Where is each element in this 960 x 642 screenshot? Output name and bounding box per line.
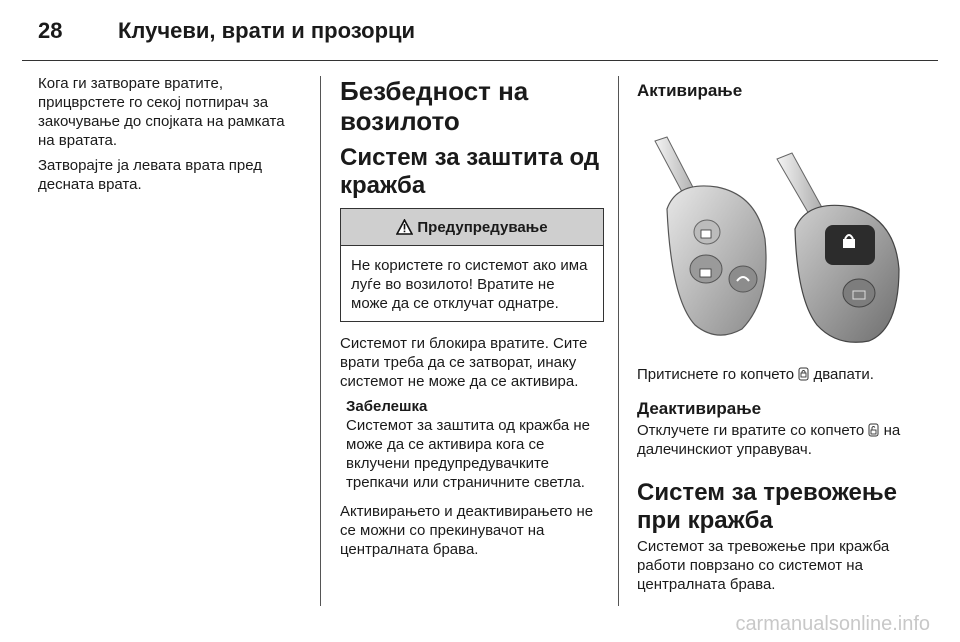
watermark: carmanualsonline.info bbox=[735, 613, 930, 635]
alarm-heading: Систем за тревожење при кражба bbox=[637, 479, 897, 534]
paragraph: Активирањето и деактивирањето не се можни со прекинувачот на централната брава. bbox=[340, 503, 594, 558]
activation-text bbox=[637, 365, 902, 384]
remote-key-illustration bbox=[637, 129, 902, 344]
paragraph: Кога ги затворате вратите, прицврстете го секој потпирач за закочување до спојката на рамката на вратата. bbox=[38, 75, 285, 149]
warning-triangle-icon bbox=[396, 219, 413, 235]
deactivation-text-start: Отклучете ги вратите со копчето bbox=[637, 422, 865, 439]
warning-header bbox=[341, 209, 603, 246]
alarm-text: Системот за тревожење при кражба работи поврзано со системот на централната брава. bbox=[637, 538, 890, 593]
column-3 bbox=[637, 74, 902, 600]
warning-title: Предупредување bbox=[417, 218, 548, 236]
page-title: Клучеви, врати и прозорци bbox=[118, 18, 416, 43]
warning-box bbox=[340, 208, 604, 322]
paragraph: Затворајте ја левата врата пред десната врата. bbox=[38, 157, 263, 193]
header-divider bbox=[22, 60, 938, 61]
column-1 bbox=[38, 74, 303, 200]
column-2 bbox=[340, 74, 605, 565]
note-text: Системот за заштита од кражба не може да се активира кога се вклучени предупредувачките трепкачи или страничните светла. bbox=[346, 417, 590, 491]
section-heading: Безбедност на возилото bbox=[340, 76, 529, 136]
warning-text: Не користете го системот ако има луѓе во возилото! Вратите не може да се отклучат однатре. bbox=[351, 257, 588, 312]
page-header bbox=[38, 14, 918, 54]
column-divider bbox=[320, 76, 321, 606]
deactivation-heading: Деактивирање bbox=[637, 399, 762, 418]
activation-heading: Активирање bbox=[637, 81, 743, 100]
lock-button-icon bbox=[798, 367, 809, 381]
note-title: Забелешка bbox=[346, 398, 428, 415]
deactivation-text bbox=[637, 421, 902, 459]
deactivation-text-end: на далечинскиот управувач. bbox=[637, 422, 901, 458]
subsection-heading: Систем за заштита од кражба bbox=[340, 144, 600, 199]
activation-text-start: Притиснете го копчето bbox=[637, 366, 795, 383]
paragraph: Системот ги блокира вратите. Сите врати треба да се затворат, инаку системот не може да се активира. bbox=[340, 335, 588, 390]
unlock-button-icon bbox=[868, 423, 879, 437]
activation-text-end: двапати. bbox=[813, 366, 874, 383]
note-box bbox=[346, 397, 605, 492]
column-divider bbox=[618, 76, 619, 606]
page-number: 28 bbox=[38, 18, 63, 43]
